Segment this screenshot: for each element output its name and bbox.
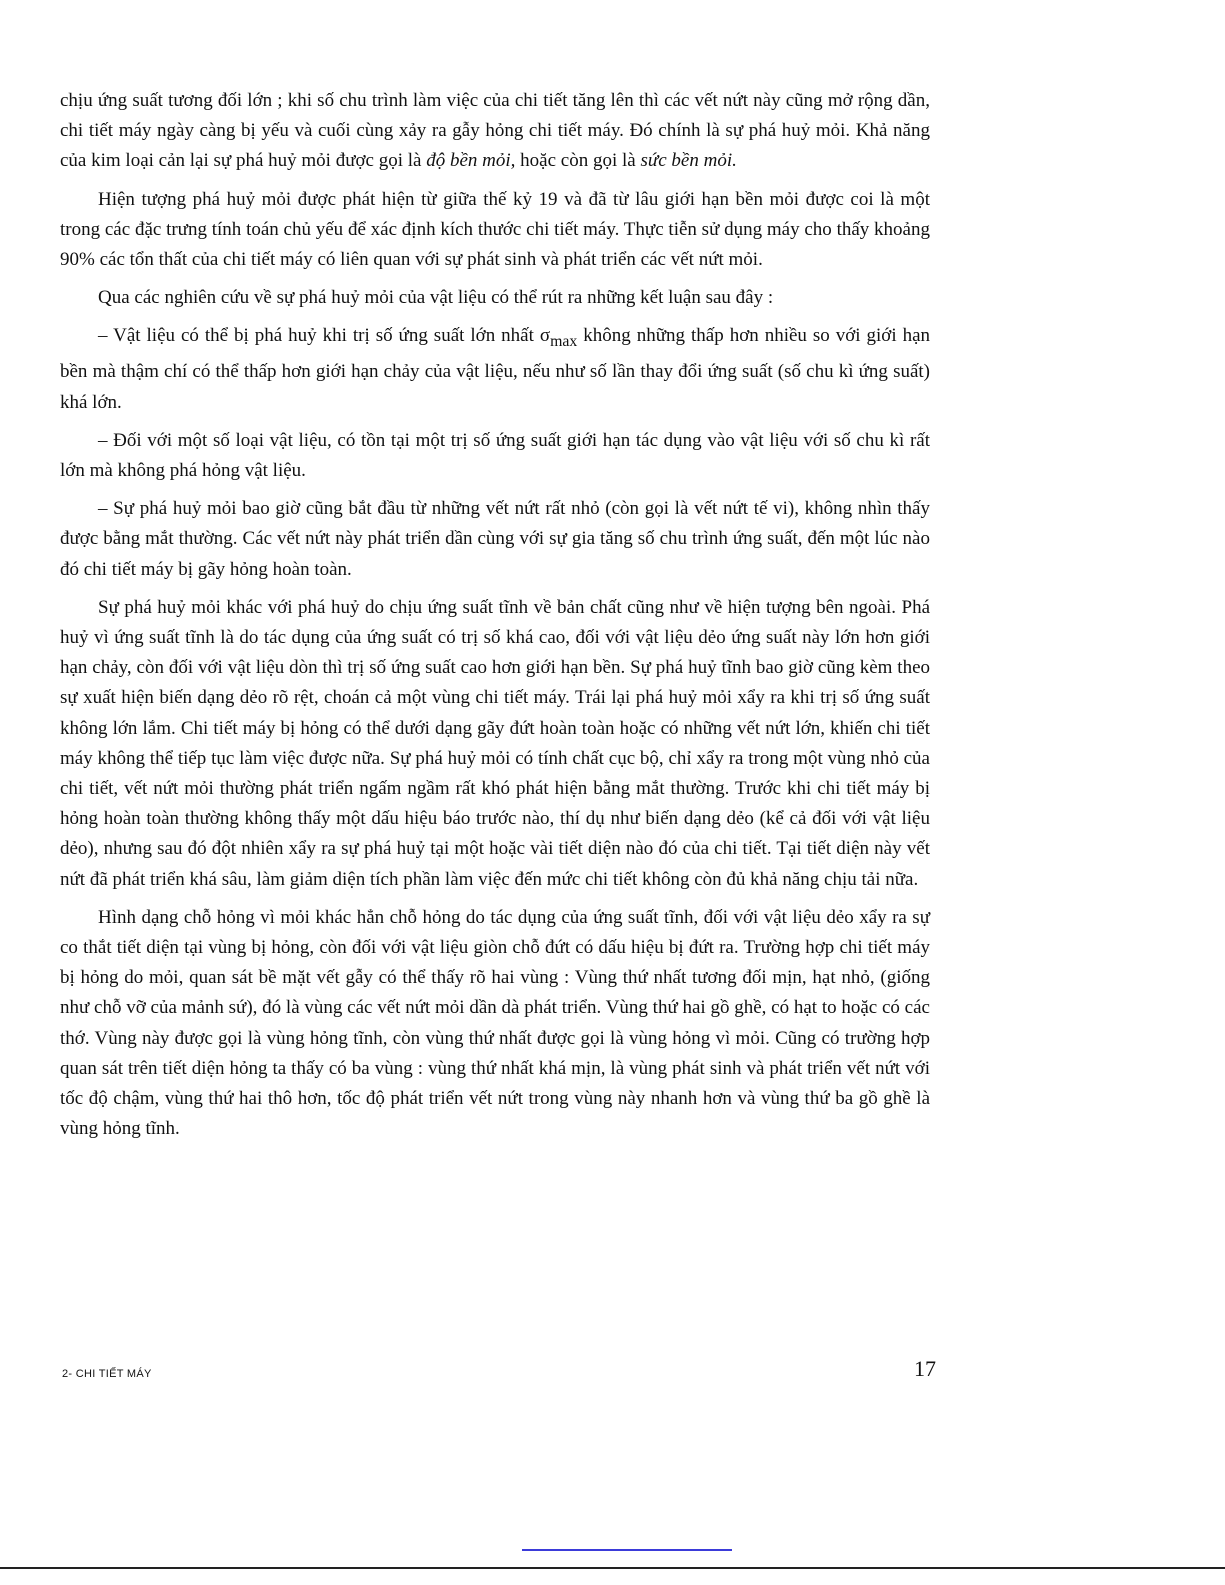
paragraph-8: Hình dạng chỗ hỏng vì mỏi khác hẳn chỗ hỏng do tác dụng của ứng suất tĩnh, đối với vật liệu dẻo xẩy ra sự co thắt tiết diện tại vùng bị hỏng, còn đối với vật liệu giòn chỗ đứt có dấu hiệu bị đứt ra. Trường hợp chi tiết máy bị hỏng do mỏi, quan sát bề mặt vết gẫy có thể thấy rõ hai vùng : Vùng thứ nhất tương đối mịn, hạt nhỏ, (giống như chỗ vỡ của mảnh sứ), đó là vùng các vết nứt mỏi dần dà phát triển. Vùng thứ hai gồ ghề, có hạt to hoặc có các thớ. Vùng này được gọi là vùng hỏng tĩnh, còn vùng thứ nhất được gọi là vùng hỏng vì mỏi. Cũng có trường hợp quan sát trên tiết diện hỏng ta thấy có ba vùng : vùng thứ nhất khá mịn, là vùng phát sinh và phát triển vết nứt với tốc độ chậm, vùng thứ hai thô hơn, tốc độ phát triển vết nứt trong vùng này nhanh hơn và vùng thứ ba gồ ghề là vùng hỏng tĩnh. (60, 906, 930, 1140)
link-underline (522, 1549, 732, 1551)
running-title: 2- CHI TIẾT MÁY (62, 1368, 152, 1380)
paragraph-5: – Đối với một số loại vật liệu, có tồn tại một trị số ứng suất giới hạn tác dụng vào vật liệu với số chu kì rất lớn mà không phá hỏng vật liệu. (60, 429, 930, 482)
sigma-max-subscript: max (550, 333, 578, 351)
paragraph-1 (60, 86, 930, 177)
term-suc-ben-moi: sức bền mỏi. (640, 150, 737, 172)
paragraph-4 (60, 321, 930, 417)
paragraph-3: Qua các nghiên cứu về sự phá huỷ mỏi của vật liệu có thể rút ra những kết luận sau đây : (98, 287, 774, 309)
paragraph-4-text-a: – Vật liệu có thể bị phá huỷ khi trị số ứng suất lớn nhất σ (98, 325, 551, 347)
paragraph-2: Hiện tượng phá huỷ mỏi được phát hiện từ giữa thế kỷ 19 và đã từ lâu giới hạn bền mỏi được coi là một trong các đặc trưng tính toán chủ yếu để xác định kích thước chi tiết máy. Thực tiễn sử dụng máy cho thấy khoảng 90% các tổn thất của chi tiết máy có liên quan với sự phát sinh và phát triển các vết nứt mỏi. (60, 188, 930, 271)
paragraph-1-text-a: chịu ứng suất tương đối lớn ; khi số chu trình làm việc của chi tiết tăng lên thì các vết nứt này cũng mở rộng dần, chi tiết máy ngày càng bị yếu và cuối cùng xảy ra gẫy hỏng chi tiết máy. Đó chính là sự phá huỷ mỏi. Khả năng của kim loại cản lại sự phá huỷ mỏi được gọi là (60, 90, 930, 172)
term-do-ben-moi: độ bền mỏi, (426, 150, 516, 172)
page-bottom-rule (0, 1567, 1225, 1569)
paragraph-6: – Sự phá huỷ mỏi bao giờ cũng bắt đầu từ những vết nứt rất nhỏ (còn gọi là vết nứt tế vi), không nhìn thấy được bằng mắt thường. Các vết nứt này phát triển dần cùng với sự gia tăng số chu trình ứng suất, đến một lúc nào đó chi tiết máy bị gãy hỏng hoàn toàn. (60, 498, 930, 580)
paragraph-1-text-b: hoặc còn gọi là (515, 150, 641, 172)
paragraph-4-text-b: không những thấp hơn nhiều so với giới hạn bền mà thậm chí có thể thấp hơn giới hạn chảy của vật liệu, nếu như số lần thay đổi ứng suất (số chu kì ứng suất) khá lớn. (60, 325, 931, 413)
page-body (60, 86, 930, 1153)
page-number: 17 (914, 1356, 936, 1381)
paragraph-7: Sự phá huỷ mỏi khác với phá huỷ do chịu ứng suất tĩnh về bản chất cũng như về hiện tượng bên ngoài. Phá huỷ vì ứng suất tĩnh là do tác dụng của ứng suất có trị số khá cao, đối với vật liệu dẻo ứng suất này lớn hơn giới hạn chảy, còn đối với vật liệu dòn thì trị số ứng suất cao hơn giới hạn bền. Sự phá huỷ tĩnh bao giờ cũng kèm theo sự xuất hiện biến dạng dẻo rõ rệt, choán cả một vùng chi tiết máy. Trái lại phá huỷ mỏi xẩy ra khi trị số ứng suất không lớn lắm. Chi tiết máy bị hỏng có thể dưới dạng gãy đứt hoàn toàn hoặc có những vết nứt lớn, khiến chi tiết máy không thể tiếp tục làm việc được nữa. Sự phá huỷ mỏi có tính chất cục bộ, chỉ xẩy ra trong một vùng nhỏ của chi tiết, vết nứt mỏi thường phát triển ngấm ngầm rất khó phát hiện bằng mắt thường. Trước khi chi tiết máy bị hỏng hoàn toàn thường không thấy một dấu hiệu báo trước nào, thí dụ như biến dạng dẻo (kể cả đối với vật liệu dẻo), nhưng sau đó đột nhiên xẩy ra sự phá huỷ tại một hoặc vài tiết diện nào đó của chi tiết. Tại tiết diện này vết nứt đã phát triển khá sâu, làm giảm diện tích phần làm việc đến mức chi tiết không còn đủ khả năng chịu tải nữa. (60, 596, 930, 890)
